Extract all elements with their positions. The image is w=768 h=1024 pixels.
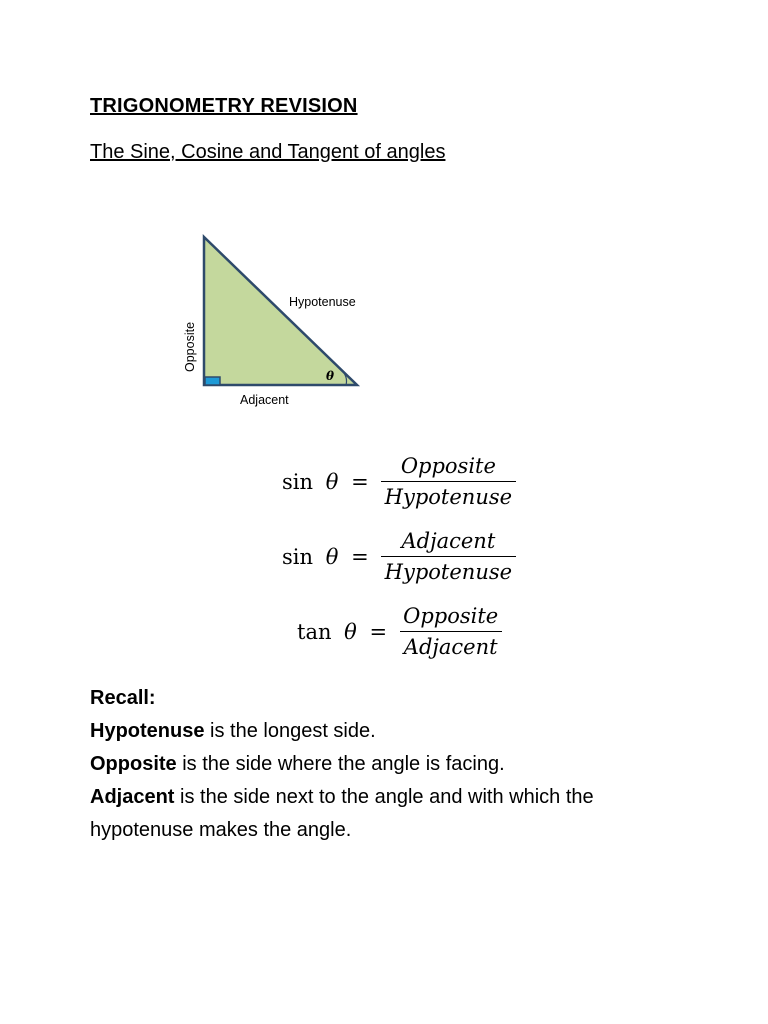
formula-sine-opposite: [282, 454, 516, 509]
angle-variable: θ: [325, 469, 339, 494]
recall-item: [90, 748, 690, 781]
hypotenuse-label: Hypotenuse: [289, 295, 356, 309]
equals-sign: =: [351, 544, 369, 569]
recall-text: is the side next to the angle and with which the: [174, 786, 594, 808]
equals-sign: =: [369, 619, 388, 644]
fraction: [381, 454, 516, 509]
angle-variable: θ: [344, 619, 357, 644]
recall-continuation: hypotenuse makes the angle.: [90, 819, 352, 841]
numerator: Opposite: [403, 604, 499, 628]
denominator: Hypotenuse: [381, 481, 516, 509]
right-angle-marker: [205, 377, 220, 385]
recall-heading: [90, 682, 690, 715]
function-name: tan: [297, 619, 332, 644]
recall-text: is the side where the angle is facing.: [176, 753, 505, 775]
recall-term: Opposite: [90, 753, 177, 775]
page-title: TRIGONOMETRY REVISION: [90, 95, 358, 117]
denominator: Adjacent: [400, 631, 502, 659]
recall-item: [90, 715, 690, 748]
recall-item: [90, 781, 690, 814]
right-triangle-diagram: [160, 220, 380, 420]
formula-tangent: [297, 604, 502, 659]
denominator: Hypotenuse: [381, 556, 516, 584]
function-name: sin: [282, 544, 314, 569]
recall-text: is the longest side.: [204, 720, 376, 742]
fraction: [399, 604, 502, 659]
opposite-label: Opposite: [183, 321, 197, 372]
adjacent-label: Adjacent: [240, 393, 289, 407]
recall-section: [90, 682, 690, 847]
equals-sign: =: [351, 469, 369, 494]
formula-lhs: [282, 470, 369, 494]
triangle-shape: [204, 237, 357, 385]
recall-term: Adjacent: [90, 786, 175, 808]
numerator: Adjacent: [401, 529, 496, 553]
page-subtitle: The Sine, Cosine and Tangent of angles: [90, 141, 446, 163]
fraction: [381, 529, 516, 584]
recall-term: Hypotenuse: [90, 720, 205, 742]
recall-heading-text: Recall:: [90, 687, 156, 709]
angle-variable: θ: [325, 544, 339, 569]
formula-lhs: [297, 620, 387, 644]
angle-label: θ: [326, 369, 335, 383]
formula-sine-adjacent: [282, 529, 516, 584]
formula-lhs: [282, 545, 369, 569]
function-name: sin: [282, 469, 314, 494]
numerator: Opposite: [400, 454, 496, 478]
